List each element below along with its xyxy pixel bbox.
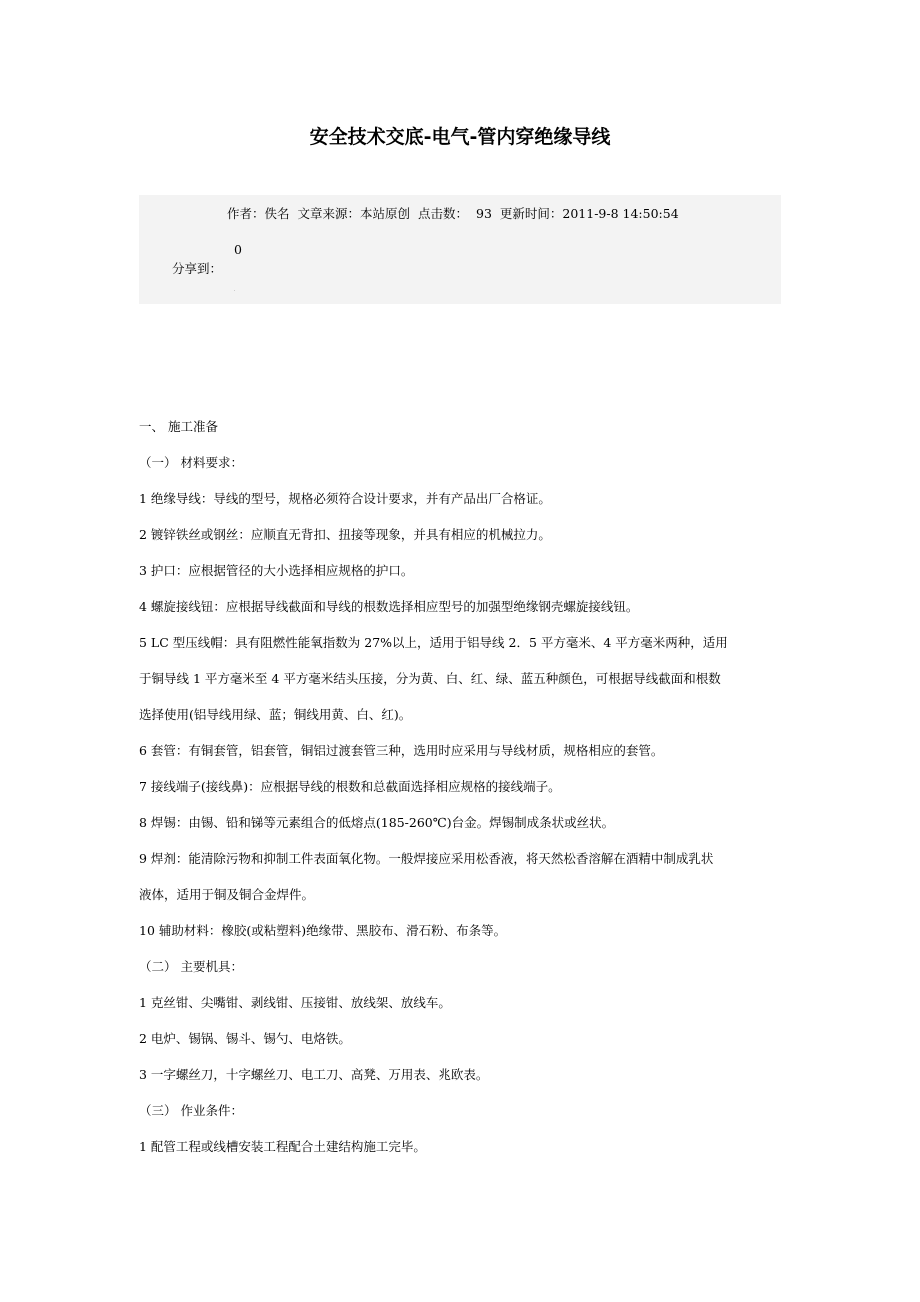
body-line: 1 绝缘导线：导线的型号，规格必须符合设计要求，并有产品出厂合格证。: [139, 491, 551, 506]
body-line: 于铜导线 1 平方毫米至 4 平方毫米结头压接，分为黄、白、红、绿、蓝五种颜色，可根据导线截面和根数: [139, 671, 721, 686]
share-count[interactable]: 0: [234, 242, 242, 257]
share-label: 分享到：: [172, 261, 223, 276]
body-line: 8 焊锡：由锡、铅和锑等元素组合的低熔点(185-260℃)台金。焊锡制成条状或丝状。: [139, 815, 615, 830]
body-line: 5 LC 型压线帽：具有阻燃性能氧指数为 27%以上，适用于铝导线 2．5 平方毫米、4 平方毫米两种，适用: [139, 635, 728, 650]
body-line: 1 配管工程或线槽安装工程配合土建结构施工完毕。: [139, 1139, 426, 1154]
body-line: 3 护口：应根据管径的大小选择相应规格的护口。: [139, 563, 414, 578]
subsection-heading: （一） 材料要求：: [139, 455, 243, 470]
document-title: 安全技术交底-电气-管内穿绝缘导线: [309, 126, 611, 148]
clicks-label: 点击数：: [418, 206, 469, 221]
body-line: 2 镀锌铁丝或钢丝：应顺直无背扣、扭接等现象，并具有相应的机械拉力。: [139, 527, 551, 542]
body-line: 4 螺旋接线钮：应根据导线截面和导线的根数选择相应型号的加强型绝缘钢壳螺旋接线钮。: [139, 599, 639, 614]
body-line: 7 接线端子(接线鼻)：应根据导线的根数和总截面选择相应规格的接线端子。: [139, 779, 561, 794]
author-text: 作者：佚名: [227, 206, 290, 221]
subsection-heading: （三） 作业条件：: [139, 1103, 243, 1118]
updated-time: 更新时间：2011-9-8 14:50:54: [499, 206, 679, 221]
article-meta-line: [227, 206, 683, 222]
body-line: 3 一字螺丝刀，十字螺丝刀、电工刀、高凳、万用表、兆欧表。: [139, 1067, 489, 1082]
share-widget-placeholder: [234, 290, 235, 291]
body-line: 1 克丝钳、尖嘴钳、剥线钳、压接钳、放线架、放线车。: [139, 995, 451, 1010]
clicks-count: 93: [476, 206, 492, 221]
document-body: [139, 409, 789, 1165]
body-line: 液体，适用于铜及铜合金焊件。: [139, 887, 315, 902]
article-meta-panel: [139, 195, 781, 304]
body-line: 6 套管：有铜套管，铝套管，铜铝过渡套管三种，选用时应采用与导线材质，规格相应的套管。: [139, 743, 664, 758]
body-line: 2 电炉、锡锅、锡斗、锡勺、电烙铁。: [139, 1031, 351, 1046]
body-line: 选择使用(铝导线用绿、蓝；铜线用黄、白、红)。: [139, 707, 412, 722]
section-heading: 一、 施工准备: [139, 419, 218, 434]
subsection-heading: （二） 主要机具：: [139, 959, 243, 974]
source-text: 文章来源：本站原创: [297, 206, 411, 221]
body-line: 9 焊剂：能清除污物和抑制工件表面氧化物。一般焊接应采用松香液，将天然松香溶解在酒精中制成乳状: [139, 851, 714, 866]
body-line: 10 辅助材料：橡胶(或粘塑料)绝缘带、黑胶布、滑石粉、布条等。: [139, 923, 507, 938]
